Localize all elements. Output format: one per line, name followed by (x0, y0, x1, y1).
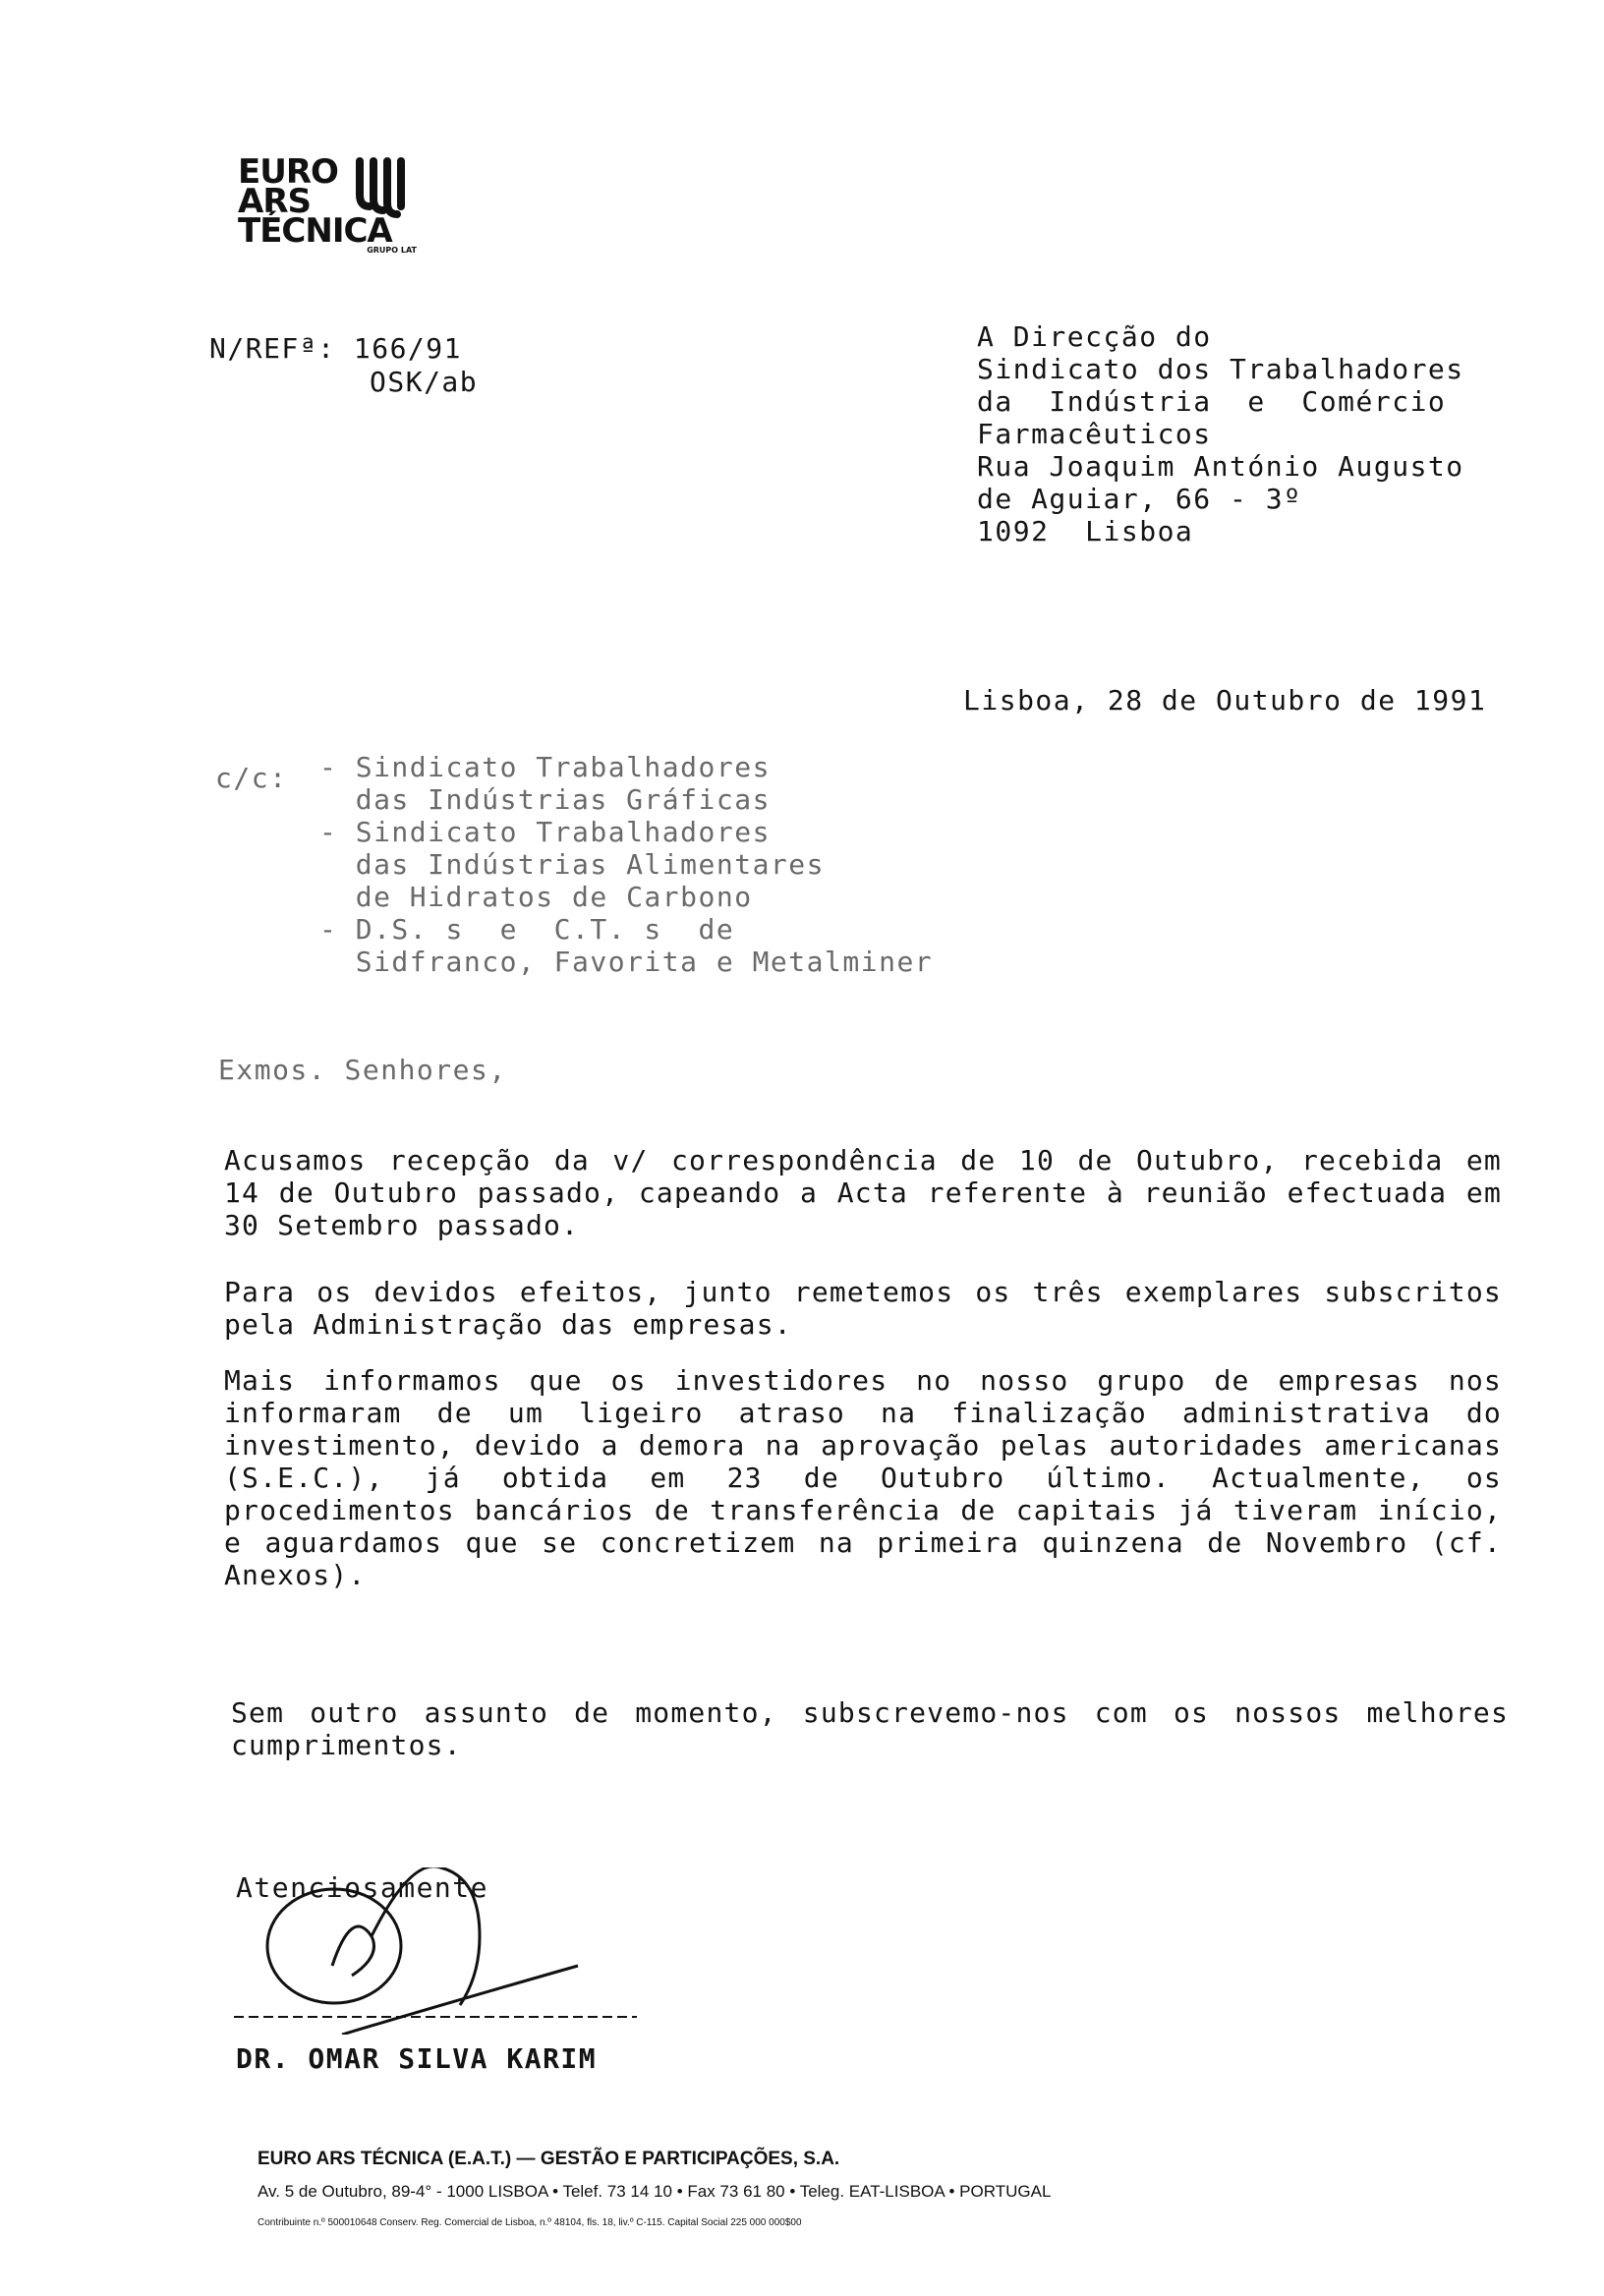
logo-line-tecnica: TÉCNICA (238, 211, 392, 251)
cc-line: de Hidratos de Carbono (319, 881, 753, 913)
recipient-line: Sindicato dos Trabalhadores (977, 353, 1464, 385)
reference-code: OSK/ab (370, 366, 479, 398)
logo-line-euro: EURO (238, 152, 338, 192)
footer-registry: Contribuinte n.º 500010648 Conserv. Reg. Comercial de Lisboa, n.º 48104, fls. 18, liv.º C-115. Capital Social 225 000 000$00 (258, 2217, 802, 2228)
body-paragraph-3: Mais informamos que os investidores no nosso grupo de empresas nos informaram de um ligeiro atraso na finalização administrativa do investimento, devido a demora na aprovação pelas autoridades americanas (S.E.C.), já obtida em 23 de Outubro último. Actualmente, os procedimentos bancários de transferência de capitais já tiveram início, e aguardamos que se concretizem na primeira quinzena de Novembro (cf. Anexos). (224, 1364, 1502, 1591)
recipient-line: de Aguiar, 66 - 3º (977, 483, 1302, 515)
handwritten-signature (224, 1867, 637, 2035)
cc-line: das Indústrias Gráficas (319, 783, 771, 816)
recipient-line: Farmacêuticos (977, 418, 1212, 450)
letter-date: Lisboa, 28 de Outubro de 1991 (963, 684, 1487, 717)
recipient-address (977, 320, 1464, 547)
footer-company: EURO ARS TÉCNICA (E.A.T.) — GESTÃO E PARTICIPAÇÕES, S.A. (258, 2149, 840, 2169)
logo-mark-icon (354, 157, 413, 228)
cc-label: c/c: (215, 762, 288, 794)
recipient-line: 1092 Lisboa (977, 515, 1194, 547)
logo-line-ars: ARS (238, 182, 311, 221)
logo-group: GRUPO LAT (367, 246, 417, 255)
cc-line: das Indústrias Alimentares (319, 848, 826, 881)
closing: Atenciosamente (236, 1871, 489, 1904)
body-paragraph-1: Acusamos recepção da v/ correspondência de 10 de Outubro, recebida em 14 de Outubro passado, capeando a Acta referente à reunião efectuada em 30 Setembro passado. (224, 1144, 1502, 1241)
body-paragraph-4: Sem outro assunto de momento, subscrevemo-nos com os nossos melhores cumprimentos. (231, 1696, 1509, 1761)
footer-address: Av. 5 de Outubro, 89-4° - 1000 LISBOA • Telef. 73 14 10 • Fax 73 61 80 • Teleg. EAT-LISBOA • PORTUGAL (258, 2182, 1052, 2201)
body-paragraph-2: Para os devidos efeitos, junto remetemos os três exemplares subscritos pela Administração das empresas. (224, 1276, 1502, 1341)
cc-line: - Sindicato Trabalhadores (319, 816, 771, 848)
signatory-name: DR. OMAR SILVA KARIM (236, 2042, 598, 2075)
cc-line: - D.S. s e C.T. s de (319, 913, 735, 946)
reference-number: N/REFª: 166/91 (209, 332, 463, 365)
cc-line: - Sindicato Trabalhadores (319, 751, 771, 783)
recipient-line: A Direcção do (977, 320, 1212, 353)
company-logo (238, 152, 417, 256)
recipient-line: da Indústria e Comércio (977, 385, 1447, 418)
cc-list (319, 751, 933, 978)
cc-line: Sidfranco, Favorita e Metalminer (319, 946, 934, 978)
recipient-line: Rua Joaquim António Augusto (977, 450, 1464, 483)
salutation: Exmos. Senhores, (218, 1054, 507, 1086)
